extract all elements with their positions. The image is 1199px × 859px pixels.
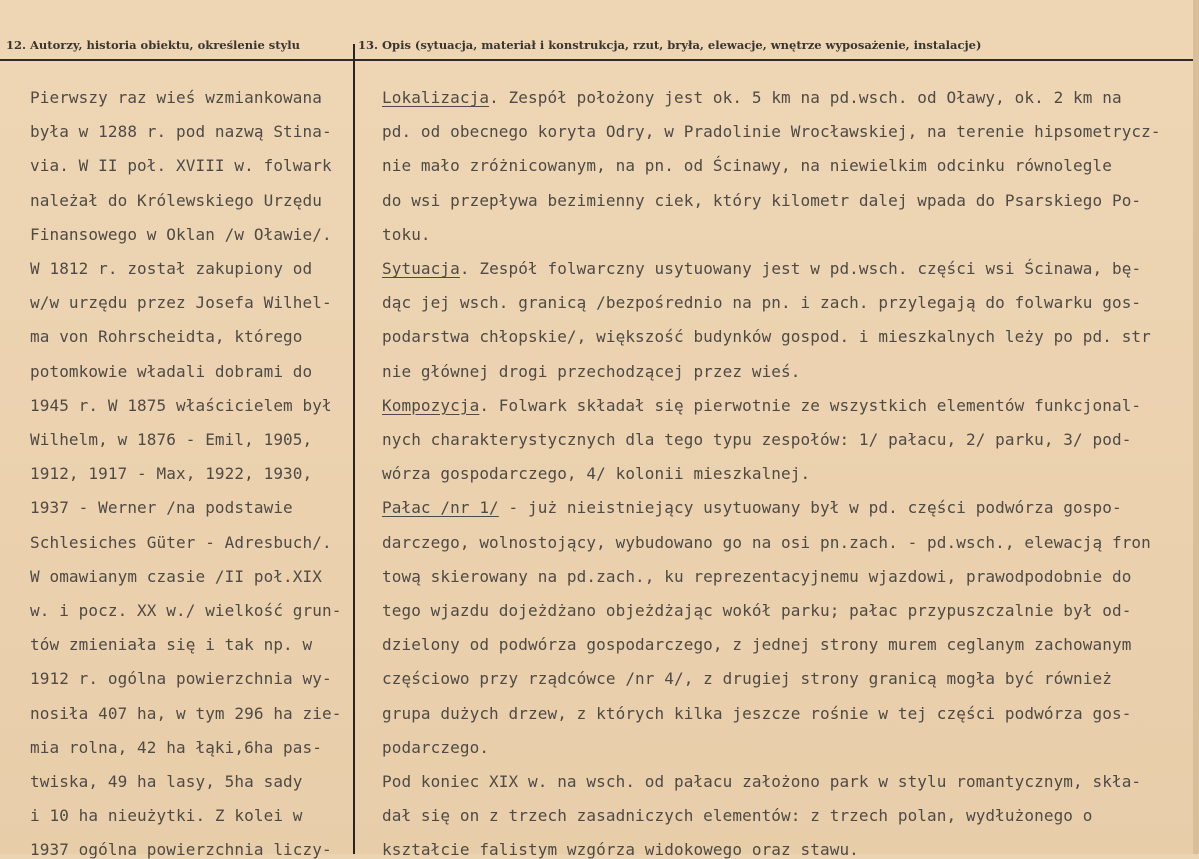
left-text-line: Schlesiches Güter - Adresbuch/. bbox=[30, 532, 332, 552]
left-text-line: twiska, 49 ha lasy, 5ha sady bbox=[30, 772, 303, 791]
line-text: nie mało zróżnicowanym, na pn. od Ścinawy, na niewielkim odcinku równolegle bbox=[382, 156, 1112, 176]
line-text: podarczego. bbox=[382, 737, 490, 757]
line-text: . Folwark składał się pierwotnie ze wszystkich elementów funkcjonal- bbox=[479, 395, 1142, 415]
left-text-line: W 1812 r. został zakupiony od bbox=[30, 259, 313, 278]
right-text-line bbox=[382, 808, 1093, 824]
underlined-subheading: Kompozycja bbox=[382, 395, 480, 415]
left-text-line: W omawianym czasie /II poł.XIX bbox=[30, 566, 322, 586]
line-text: toku. bbox=[382, 224, 431, 244]
right-text-line bbox=[382, 703, 1132, 723]
right-text-line bbox=[382, 603, 1131, 619]
left-text-line: należał do Królewskiego Urzędu bbox=[30, 190, 322, 210]
line-text: - już nieistniejący usytuowany był w pd. części podwórza gospo- bbox=[498, 498, 1122, 518]
line-text: nie głównej drogi przechodzącej przez wieś. bbox=[382, 361, 801, 381]
left-text-line: potomkowie władali dobrami do bbox=[30, 361, 313, 381]
line-text: tową skierowany na pd.zach., ku reprezentacyjnemu wjazdowi, prawodpodobnie do bbox=[382, 566, 1132, 586]
line-text: grupa dużych drzew, z których kilka jeszcze rośnie w tej części podwórza gos- bbox=[382, 703, 1132, 723]
right-text-line bbox=[382, 395, 1142, 415]
right-text-line bbox=[382, 90, 1122, 106]
line-text: darczego, wolnostojący, wybudowano go na osi pn.zach. - pd.wsch., elewacją fron bbox=[382, 532, 1151, 552]
right-text-line bbox=[382, 500, 1122, 516]
line-text: . Zespół folwarczny usytuowany jest w pd.wsch. części wsi Ścinawa, bę- bbox=[459, 259, 1142, 278]
right-text-line bbox=[382, 432, 1131, 448]
left-text-line: i 10 ha nieużytki. Z kolei w bbox=[30, 806, 303, 826]
left-text-line: 1937 - Werner /na podstawie bbox=[30, 498, 293, 518]
left-text-line: nosiła 407 ha, w tym 296 ha zie- bbox=[30, 703, 342, 723]
left-text-line: 1945 r. W 1875 właścicielem był bbox=[30, 395, 332, 415]
right-text-line bbox=[382, 224, 431, 244]
right-text-line bbox=[382, 361, 801, 381]
right-text-line bbox=[382, 329, 1151, 345]
left-text-line: via. W II poł. XVIII w. folwark bbox=[30, 156, 332, 176]
column-divider bbox=[353, 44, 355, 854]
right-text-line bbox=[382, 158, 1112, 174]
underlined-subheading: Sytuacja bbox=[382, 259, 460, 278]
line-text: dzielony od podwórza gospodarczego, z jednej strony murem ceglanym zachowanym bbox=[382, 635, 1132, 655]
section-13-heading: 13. Opis (sytuacja, materiał i konstrukcja, rzut, bryła, elewacje, wnętrze wyposażenie, instalacje) bbox=[358, 38, 982, 52]
left-text-line: w/w urzędu przez Josefa Wilhel- bbox=[30, 293, 332, 313]
right-text-line bbox=[382, 774, 1141, 790]
left-text-line: Finansowego w Oklan /w Oławie/. bbox=[30, 224, 332, 244]
section-12-heading: 12. Autorzy, historia obiektu, określenie stylu bbox=[6, 38, 300, 52]
left-text-line: Pierwszy raz wieś wzmiankowana bbox=[30, 88, 322, 107]
left-text-line: w. i pocz. XX w./ wielkość grun- bbox=[30, 601, 342, 620]
right-text-line bbox=[382, 566, 1132, 586]
right-text-line bbox=[382, 261, 1141, 277]
line-text: częściowo przy rządcówce /nr 4/, z drugiej strony granicą mogła być również bbox=[382, 669, 1112, 689]
line-text: nych charakterystycznych dla tego typu zespołów: 1/ pałacu, 2/ parku, 3/ pod- bbox=[382, 430, 1132, 449]
right-text-line bbox=[382, 842, 859, 858]
right-text-line bbox=[382, 637, 1131, 653]
right-text-line bbox=[382, 124, 1161, 140]
right-text-line bbox=[382, 190, 1142, 210]
line-text: Pod koniec XIX w. na wsch. od pałacu założono park w stylu romantycznym, skła- bbox=[382, 772, 1142, 791]
line-text: dał się on z trzech zasadniczych elementów: z trzech polan, wydłużonego o bbox=[382, 806, 1093, 826]
left-text-line: 1912 r. ogólna powierzchnia wy- bbox=[30, 669, 332, 689]
left-text-line: ma von Rohrscheidta, którego bbox=[30, 327, 303, 347]
line-text: . Zespół położony jest ok. 5 km na pd.wsch. od Oławy, ok. 2 km na bbox=[489, 88, 1122, 107]
left-text-line: 1937 ogólna powierzchnia liczy- bbox=[30, 840, 332, 859]
left-text-line: 1912, 1917 - Max, 1922, 1930, bbox=[30, 464, 313, 484]
left-text-line: Wilhelm, w 1876 - Emil, 1905, bbox=[30, 430, 313, 449]
left-text-line: mia rolna, 42 ha łąki,6ha pas- bbox=[30, 737, 322, 757]
right-text-line bbox=[382, 532, 1151, 552]
line-text: kształcie falistym wzgórza widokowego oraz stawu. bbox=[382, 840, 859, 859]
underlined-subheading: Pałac /nr 1/ bbox=[382, 498, 499, 518]
line-text: wórza gospodarczego, 4/ kolonii mieszkalnej. bbox=[382, 464, 811, 484]
left-text-line: była w 1288 r. pod nazwą Stina- bbox=[30, 122, 332, 142]
right-text-line bbox=[382, 737, 490, 757]
right-text-line bbox=[382, 295, 1141, 311]
line-text: tego wjazdu dojeżdżano objeżdżając wokół parku; pałac przypuszczalnie był od- bbox=[382, 601, 1132, 620]
left-text-line: tów zmieniała się i tak np. w bbox=[30, 635, 313, 655]
line-text: dąc jej wsch. granicą /bezpośrednio na pn. i zach. przylegają do folwarku gos- bbox=[382, 293, 1142, 313]
underlined-subheading: Lokalizacja bbox=[382, 88, 490, 107]
page-edge bbox=[1193, 0, 1199, 854]
line-text: pd. od obecnego koryta Odry, w Pradolinie Wrocławskiej, na terenie hipsometrycz- bbox=[382, 122, 1161, 142]
header-rule bbox=[0, 59, 1199, 61]
line-text: do wsi przepływa bezimienny ciek, który kilometr dalej wpada do Psarskiego Po- bbox=[382, 190, 1142, 210]
right-text-line bbox=[382, 671, 1112, 687]
right-text-line bbox=[382, 466, 810, 482]
line-text: podarstwa chłopskie/, większość budynków gospod. i mieszkalnych leży po pd. str bbox=[382, 327, 1151, 347]
